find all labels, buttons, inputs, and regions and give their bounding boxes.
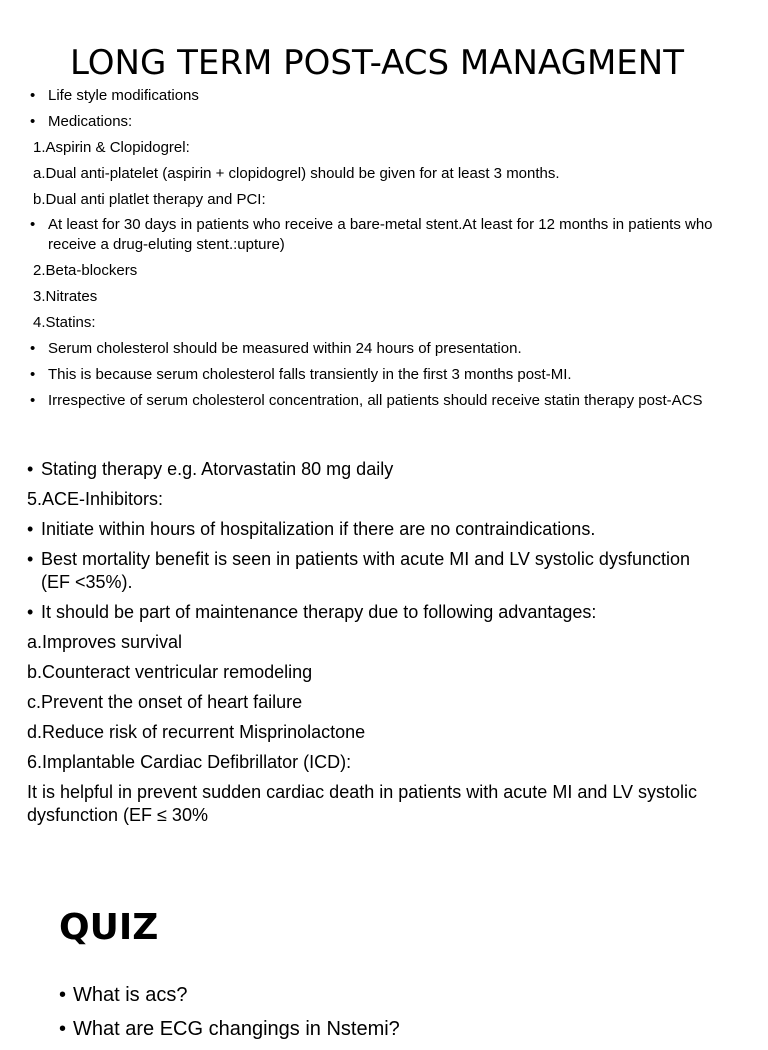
list-item bbox=[0, 488, 768, 511]
list-item bbox=[0, 721, 768, 744]
list-item bbox=[0, 339, 768, 359]
list-item bbox=[0, 661, 768, 684]
bullet-icon: • bbox=[30, 340, 36, 358]
list-item-text: Stating therapy e.g. Atorvastatin 80 mg daily bbox=[41, 459, 394, 479]
list-item-text: a.Dual anti-platelet (aspirin + clopidogrel) should be given for at least 3 months. bbox=[33, 164, 560, 182]
quiz-heading: QUIZ bbox=[59, 907, 159, 948]
list-item bbox=[0, 391, 768, 411]
list-item-text: 3.Nitrates bbox=[33, 288, 98, 306]
list-item bbox=[0, 458, 768, 481]
list-item-text: 5.ACE-Inhibitors: bbox=[27, 489, 164, 509]
list-item bbox=[0, 313, 768, 333]
list-item-text: What are ECG changings in Nstemi? bbox=[73, 1018, 400, 1040]
list-item bbox=[0, 86, 768, 106]
list-item bbox=[0, 548, 768, 594]
list-item-text: This is because serum cholesterol falls transiently in the first 3 months post-MI. bbox=[48, 365, 572, 383]
list-item bbox=[0, 982, 768, 1008]
list-item-text: 2.Beta-blockers bbox=[33, 262, 138, 280]
bullet-icon: • bbox=[30, 391, 36, 409]
list-item-text: Best mortality benefit is seen in patients with acute MI and LV systolic dysfunction (EF <35%). bbox=[41, 549, 690, 592]
list-item bbox=[0, 164, 768, 184]
list-item bbox=[0, 138, 768, 158]
quiz-list bbox=[0, 982, 768, 1050]
bullet-icon: • bbox=[27, 459, 34, 479]
list-item bbox=[0, 112, 768, 132]
list-item bbox=[0, 691, 768, 714]
list-item-text: Medications: bbox=[48, 112, 133, 130]
list-item-text: b.Dual anti platlet therapy and PCI: bbox=[33, 190, 266, 208]
list-item-text: It is helpful in prevent sudden cardiac death in patients with acute MI and LV systolic dysfunction (EF ≤ 30% bbox=[27, 782, 698, 825]
page-title: LONG TERM POST-ACS MANAGMENT bbox=[70, 43, 684, 83]
bullet-icon: • bbox=[27, 602, 34, 622]
list-item-text: c.Prevent the onset of heart failure bbox=[27, 692, 303, 712]
list-item bbox=[0, 287, 768, 307]
bullet-icon: • bbox=[59, 1018, 67, 1040]
list-item-text: At least for 30 days in patients who receive a bare-metal stent.At least for 12 months in patients who receive a drug-eluting stent.:upture) bbox=[48, 216, 713, 254]
list-item bbox=[0, 631, 768, 654]
list-item-text: Irrespective of serum cholesterol concentration, all patients should receive statin therapy post-ACS bbox=[48, 391, 703, 409]
list-item bbox=[0, 781, 768, 827]
bullet-icon: • bbox=[30, 216, 36, 234]
bullet-icon: • bbox=[30, 112, 36, 130]
list-item bbox=[0, 751, 768, 774]
bullet-icon: • bbox=[59, 984, 67, 1006]
medications-list bbox=[0, 86, 768, 417]
list-item-text: It should be part of maintenance therapy due to following advantages: bbox=[41, 602, 597, 622]
list-item bbox=[0, 215, 768, 255]
list-item-text: b.Counteract ventricular remodeling bbox=[27, 662, 313, 682]
bullet-icon: • bbox=[30, 87, 36, 104]
list-item-text: 6.Implantable Cardiac Defibrillator (ICD): bbox=[27, 752, 352, 772]
list-item-text: a.Improves survival bbox=[27, 632, 183, 652]
bullet-icon: • bbox=[30, 365, 36, 383]
list-item bbox=[0, 261, 768, 281]
list-item bbox=[0, 518, 768, 541]
bullet-icon: • bbox=[27, 549, 34, 569]
list-item-text: Serum cholesterol should be measured within 24 hours of presentation. bbox=[48, 340, 522, 358]
list-item bbox=[0, 1016, 768, 1042]
list-item bbox=[0, 365, 768, 385]
list-item-text: What is acs? bbox=[73, 984, 188, 1006]
ace-icd-list bbox=[0, 458, 768, 834]
list-item-text: 1.Aspirin & Clopidogrel: bbox=[33, 138, 190, 156]
list-item-text: 4.Statins: bbox=[33, 314, 96, 332]
list-item-text: Initiate within hours of hospitalization if there are no contraindications. bbox=[41, 519, 596, 539]
list-item-text: Life style modifications bbox=[48, 87, 199, 104]
list-item-text: d.Reduce risk of recurrent Misprinolactone bbox=[27, 722, 366, 742]
list-item bbox=[0, 601, 768, 624]
list-item bbox=[0, 190, 768, 210]
bullet-icon: • bbox=[27, 519, 34, 539]
